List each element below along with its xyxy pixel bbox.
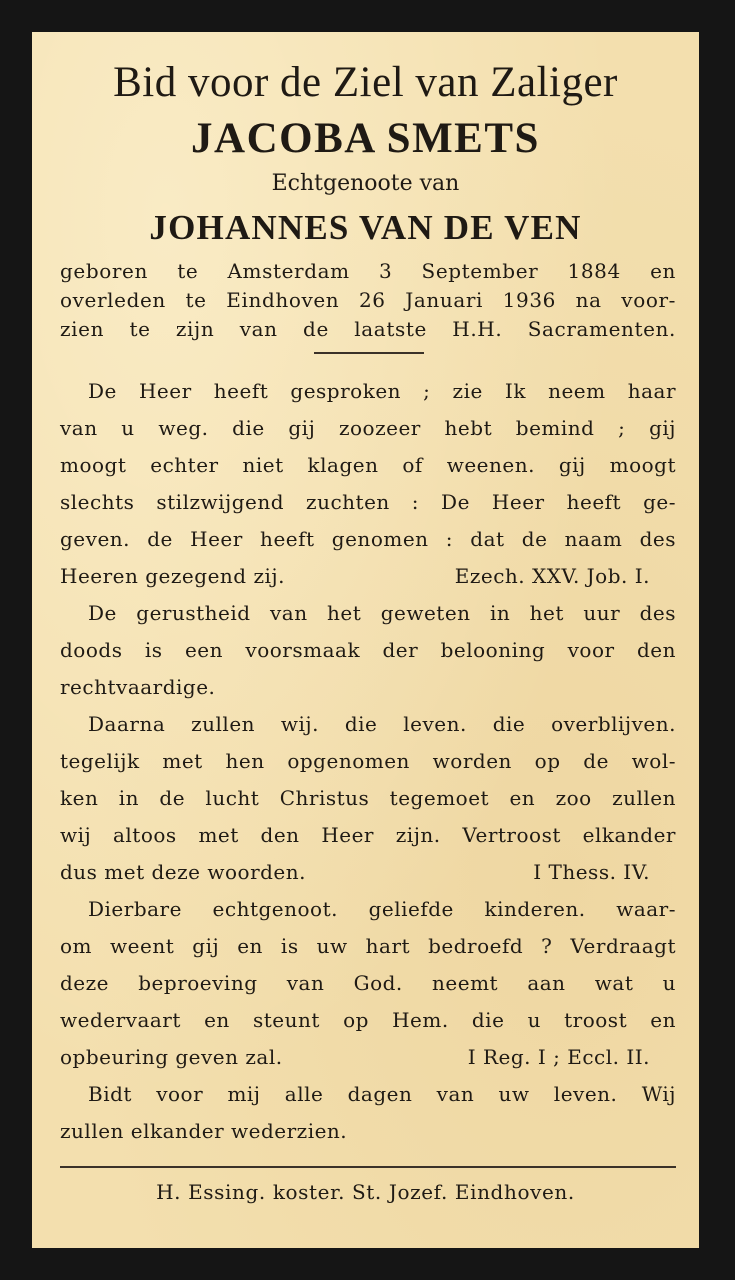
text-line: tegelijk met hen opgenomen worden op de wol- — [60, 749, 676, 773]
text-line: deze beproeving van God. neemt aan wat u — [60, 971, 676, 995]
text-line: slechts stilzwijgend zuchten : De Heer heeft ge- — [60, 490, 676, 514]
text-line: doods is een voorsmaak der belooning voor den — [60, 638, 676, 662]
text-line: Dierbare echtgenoot. geliefde kinderen. waar- — [88, 897, 676, 921]
text-line: rechtvaardige. — [60, 675, 216, 699]
text-line-with-reference — [60, 854, 676, 891]
text-line: zullen elkander wederzien. — [60, 1119, 348, 1143]
spouse-name: JOHANNES VAN DE VEN — [149, 208, 582, 247]
text-line: ken in de lucht Christus tegemoet en zoo zullen — [60, 786, 676, 810]
bio-line: geboren te Amsterdam 3 September 1884 en — [60, 259, 676, 283]
printer-credit: H. Essing. koster. St. Jozef. Eindhoven. — [156, 1180, 575, 1204]
text-line: van u weg. die gij zoozeer hebt bemind ; gij — [60, 416, 676, 440]
text-line: geven. de Heer heeft genomen : dat de naam des — [60, 527, 676, 551]
text-line-end: Heeren gezegend zij. — [60, 564, 285, 588]
text-line: De gerustheid van het geweten in het uur des — [88, 601, 676, 625]
spouse-label: Echtgenoote van — [271, 171, 460, 196]
text-line: wij altoos met den Heer zijn. Vertroost elkander — [60, 823, 676, 847]
scripture-reference: I Reg. I ; Eccl. II. — [467, 1045, 650, 1069]
text-line-with-reference — [60, 558, 676, 595]
memorial-card — [32, 32, 699, 1248]
footer-divider — [60, 1166, 676, 1168]
text-line: Daarna zullen wij. die leven. die overblijven. — [88, 712, 676, 736]
prayer-heading: Bid voor de Ziel van Zaliger — [113, 59, 618, 106]
biography — [60, 257, 676, 344]
text-line: Bidt voor mij alle dagen van uw leven. Wij — [88, 1082, 676, 1106]
bio-line: overleden te Eindhoven 26 Januari 1936 na voor- — [60, 288, 676, 312]
text-line: om weent gij en is uw hart bedroefd ? Verdraagt — [60, 934, 676, 958]
text-line: De Heer heeft gesproken ; zie Ik neem haar — [88, 379, 676, 403]
short-divider — [314, 352, 424, 354]
scripture-reference: Ezech. XXV. Job. I. — [454, 564, 650, 588]
text-line-end: opbeuring geven zal. — [60, 1045, 283, 1069]
text-line-end: dus met deze woorden. — [60, 860, 307, 884]
text-line: wedervaart en steunt op Hem. die u troost en — [60, 1008, 676, 1032]
bio-line: zien te zijn van de laatste H.H. Sacramenten. — [60, 317, 676, 341]
text-line: moogt echter niet klagen of weenen. gij moogt — [60, 453, 676, 477]
scripture-text — [60, 373, 676, 1150]
scripture-reference: I Thess. IV. — [533, 860, 650, 884]
text-line-with-reference — [60, 1039, 676, 1076]
deceased-name: JACOBA SMETS — [191, 115, 540, 162]
